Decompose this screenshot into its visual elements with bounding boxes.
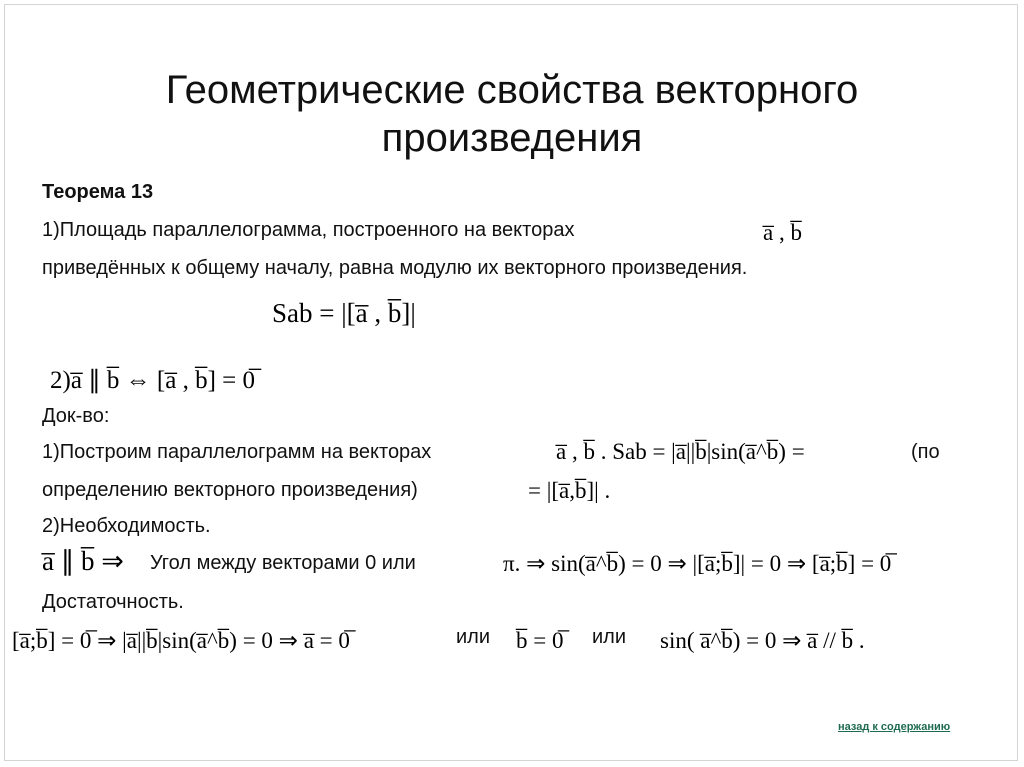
proof-step-1-tail: (по <box>911 441 940 463</box>
theorem-statement-line-1: 1)Площадь параллелограмма, построенного на векторах <box>42 219 575 241</box>
theorem-vectors-formula: a̅ , b̅ <box>763 220 802 245</box>
slide-title <box>0 66 1024 162</box>
necessity-heading: 2)Необходимость. <box>42 515 211 537</box>
back-to-contents-link[interactable]: назад к содержанию <box>838 721 951 733</box>
proof-step-1-formula: a̅ , b̅ . Sab = |a̅||b̅|sin(a̅^b̅) = <box>556 439 805 464</box>
proof-step-1-formula-2: = |[a̅,b̅]| . <box>528 478 611 503</box>
sufficiency-formula-3: sin( a̅^b̅) = 0 ⇒ a̅ // b̅ . <box>660 628 865 653</box>
or-text-2: или <box>592 626 627 648</box>
or-text-1: или <box>456 626 491 648</box>
area-formula: Sab = |[a̅ , b̅]| <box>272 298 416 328</box>
necessity-formula-right: π. ⇒ sin(a̅^b̅) = 0 ⇒ |[a̅;b̅]| = 0 ⇒ [a̅;b̅] = 0̅ <box>503 551 892 576</box>
title-line-1: Геометрические свойства векторного <box>165 68 859 112</box>
proof-heading: Док-во: <box>42 405 110 427</box>
sufficiency-heading: Достаточность. <box>42 591 184 613</box>
theorem-heading: Теорема 13 <box>42 181 154 203</box>
title-line-2: произведения <box>381 116 643 160</box>
theorem-statement-line-2: приведённых к общему началу, равна модулю их векторного произведения. <box>42 257 748 279</box>
proof-step-1-text-2: определению векторного произведения) <box>42 479 418 501</box>
parallel-criterion-formula: 2)a̅ ∥ b̅ ⇔ [a̅ , b̅] = 0̅ <box>50 367 256 394</box>
sufficiency-formula-1: [a̅;b̅] = 0̅ ⇒ |a̅||b̅|sin(a̅^b̅) = 0 ⇒ a̅ = 0̅ <box>12 628 350 653</box>
necessity-formula-left: a̅ ∥ b̅ ⇒ <box>42 546 124 576</box>
necessity-text: Угол между векторами 0 или <box>150 552 416 574</box>
proof-step-1-text: 1)Построим параллелограмм на векторах <box>42 441 432 463</box>
sufficiency-formula-2: b̅ = 0̅ <box>516 628 564 653</box>
